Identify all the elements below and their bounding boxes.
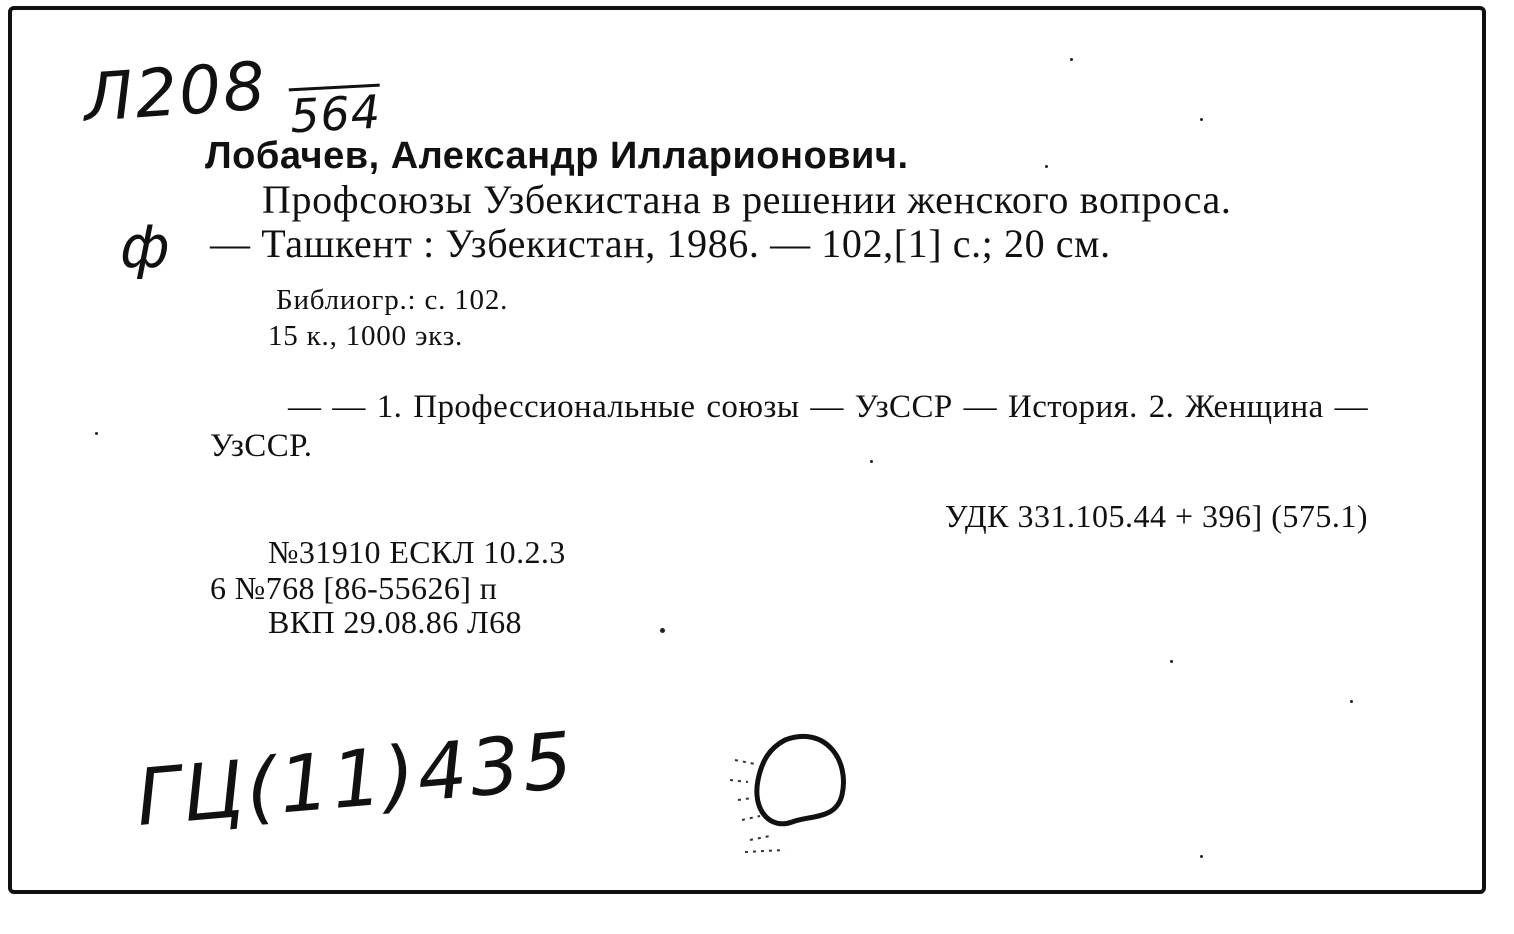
scan-speck [95,432,98,435]
handwritten-margin-mark: ф [120,213,170,281]
scan-speck [1200,855,1203,858]
handwritten-call-number: Л208 [80,47,270,137]
stamp-circle [730,720,860,870]
title-statement: Профсоюзы Узбекистана в решении женского вопроса. [262,177,1232,222]
handwritten-bottom-mark: ГЦ(11)435 [132,715,579,844]
scan-speck [1350,700,1353,703]
udk-classification: УДК 331.105.44 + 396] (575.1) [944,498,1368,534]
scan-speck [1200,118,1203,121]
bibliography-note: Библиогр.: с. 102. [276,284,509,316]
handwritten-call-number-sub: 564 [288,84,383,144]
service-line-1: №31910 ЕСКЛ 10.2.3 [268,534,566,570]
scan-speck [1170,660,1173,663]
price-copies-note: 15 к., 1000 экз. [268,320,463,352]
service-line-3: ВКП 29.08.86 Л68 [268,604,522,640]
scan-speck [1045,165,1048,168]
imprint-statement: — Ташкент : Узбекистан, 1986. — 102,[1] с.; 20 см. [210,221,1111,266]
author-heading: Лобачев, Александр Илларионович. [205,135,909,177]
scan-speck [660,628,665,633]
scan-speck [870,460,873,463]
scan-speck [1070,58,1073,61]
subject-headings: — — 1. Профессиональные союзы — УзССР — История. 2. Женщина — УзССР. [210,389,1368,464]
service-line-2: 6 №768 [86-55626] п [210,570,498,606]
